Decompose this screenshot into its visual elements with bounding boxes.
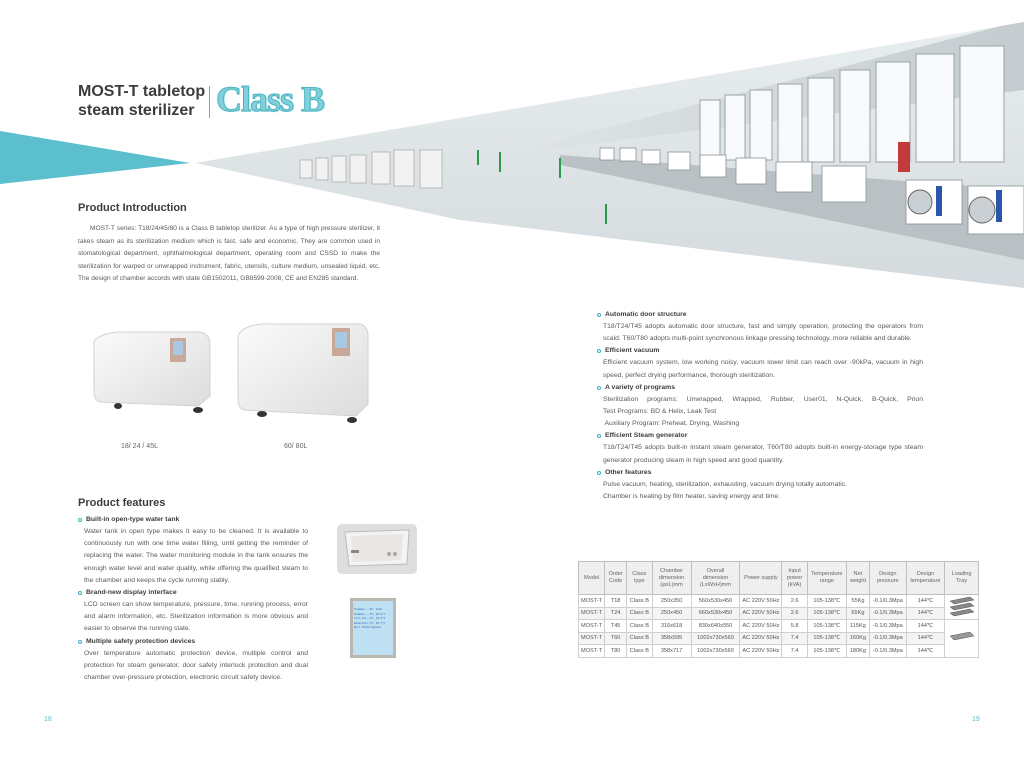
bullet-icon [597, 434, 601, 438]
col-temperature-range: Temperature range [807, 562, 846, 595]
page-number-left: 18 [44, 716, 52, 723]
feature-safety-devices: Multiple safety protection devices Over temperature automatic protection device, multiple control and protection for steam generator, door safety interlock protection and dual chamber over-pressure protection, electronic circuit safety device. [78, 636, 308, 685]
table-row: MOST-T T24 Class B 250x450 660x530x450 AC 220V 50Hz 2.6 105-138℃ 65Kg -0.1/0.3Mpa 144℃ [579, 607, 979, 620]
col-chamber-dimension: Chamber dimension (φxL)mm [652, 562, 691, 595]
feature-door-structure: Automatic door structure T18/T24/T45 adopts automatic door structure, fast and simply operation, protecting the operators from scald. T60/T80 adopts multi-point synchronous linkage pressing technology, more reliable and durable. [597, 309, 923, 345]
intro-heading: Product Introduction [78, 202, 187, 214]
table-row: MOST-T T18 Class B 250x350 560x530x450 AC 220V 50Hz 2.6 105-138℃ 55Kg -0.1/0.3Mpa 144℃ [579, 595, 979, 608]
features-left-list [78, 514, 308, 684]
col-order-code: Order Code [605, 562, 627, 595]
col-loading-tray: Loading Tray [945, 562, 979, 595]
feature-other: Other features Pulse vacuum, heating, sterilization, exhausting, vacuum drying totally automatic. Chamber is heating by film heater, saving energy and time. [597, 467, 923, 503]
lcd-display-image: Chamber---P1: 1kPa Chamber---T1: 20.6°C Clnr-out--T2: 40.6°C Generator-T3: 93.7°C Door State:Opened [350, 598, 396, 658]
feature-display-interface: Brand-new display interface LCD screen can show temperature, pressure, time, running process, error and alarm information, etc. Sterilization information is more obvious and easier to observe the running state. [78, 587, 308, 636]
bullet-icon [597, 471, 601, 475]
product-caption-large: 60/ 80L [284, 443, 308, 450]
bullet-icon [78, 591, 82, 595]
feature-steam-generator: Efficient Steam generator T18/T24/T45 adopts built-in instant steam generator, T60/T80 adopts built-in energy-storage type steam generator producing steam in high speed and good quantity. [597, 430, 923, 466]
bullet-icon [597, 313, 601, 317]
intro-paragraph: MOST-T series: T18/24/45/80 is a Class B tabletop sterilizer. As a type of high pressure sterilizer, it takes steam as its sterilization medium which is fast, safe and economic. They are common used in stomatological department, ophthalmological department, operating room and CSSD to make the sterilization for warped or unwrapped instrument, fabric, utensils, culture medium, unsealed liquid, etc. The design of chamber accords with state GB1502011, GB8599-2008, CE and EN285 standard. [78, 225, 380, 282]
spec-table [578, 561, 979, 658]
col-class-type: Class type [627, 562, 652, 595]
water-tank-image [337, 524, 417, 574]
table-row: MOST-T T60 Class B 358x595 1002x730x560 AC 220V 50Hz 7.4 105-138℃ 160Kg -0.1/0.3Mpa 144℃ [579, 632, 979, 645]
col-design-pressure: Design pressure [869, 562, 906, 595]
bullet-icon [597, 349, 601, 353]
features-right-list [597, 309, 923, 503]
bullet-icon [78, 518, 82, 522]
features-heading: Product features [78, 497, 166, 509]
col-power-supply: Power supply [740, 562, 782, 595]
col-overall-dimension: Overall dimension (LxWxH)mm [691, 562, 740, 595]
bullet-icon [78, 640, 82, 644]
title-line-1: MOST-T tabletop [78, 83, 206, 100]
feature-vacuum: Efficient vacuum Efficient vacuum system, low working noisy, vacuum lower limit can reach over -90kPa, vacuum in high speed, perfect drying performance, thorough sterilization. [597, 345, 923, 381]
col-design-temperature: Design temperature [906, 562, 944, 595]
sterilizer-large-image [232, 318, 372, 426]
sterilizer-small-image [88, 322, 218, 414]
loading-tray-flat-image [945, 620, 979, 658]
product-caption-small: 18/ 24 / 45L [121, 443, 158, 450]
loading-tray-stacked-image [945, 595, 979, 620]
table-row: MOST-T T80 Class B 358x717 1002x730x560 AC 220V 50Hz 7.4 105-138℃ 180Kg -0.1/0.3Mpa 144℃ [579, 645, 979, 658]
title-divider [209, 86, 210, 118]
col-net-weight: Net weight [846, 562, 869, 595]
feature-water-tank: Built-in open-type water tank Water tank in open type makes it easy to be cleaned. It is available to continuously run with one time water filling, until getting the reminder of replacing the water. The water monitoring module in the tank ensures the enough water level and water quality, while offering the qualified steam to the chamber and keeps the cycle running stably. [78, 514, 308, 587]
table-row: MOST-T T45 Class B 316x618 830x640x550 AC 220V 50Hz 5.8 105-138℃ 115Kg -0.1/0.3Mpa 144℃ [579, 620, 979, 633]
feature-programs: A variety of programs Sterilization programs: Unwrapped, Wrapped, Rubber, User01, N-Quick, B-Quick, Prion Test Programs: BD & Helix, Leak Test Auxiliary Program: Preheat, Drying, Washing [597, 382, 923, 431]
class-b-badge: Class B [216, 79, 325, 119]
table-header-row [579, 562, 979, 595]
page-number-right: 19 [972, 716, 980, 723]
col-input-power: Input power (kVA) [782, 562, 807, 595]
product-title [78, 82, 205, 120]
title-line-2: steam sterilizer [78, 102, 195, 119]
bullet-icon [597, 386, 601, 390]
col-model: Model [579, 562, 605, 595]
